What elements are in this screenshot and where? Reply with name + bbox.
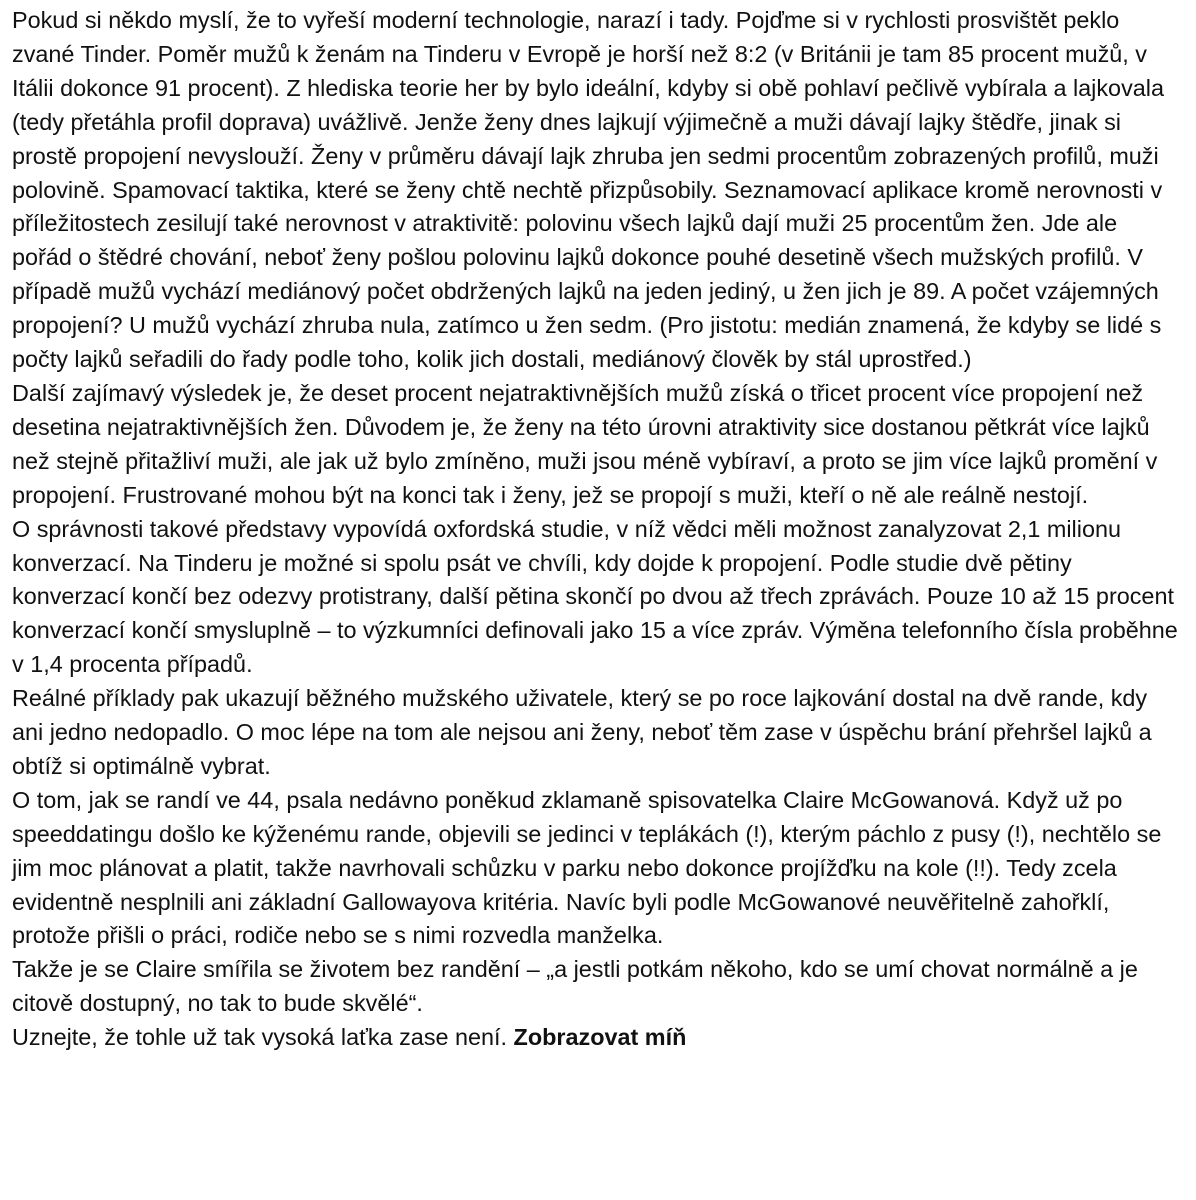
post-last-paragraph	[12, 1021, 1182, 1055]
post-paragraph: O tom, jak se randí ve 44, psala nedávno poněkud zklamaně spisovatelka Claire McGowanová. Když už po speeddatingu došlo ke kýženému rande, objevili se jedinci v teplákách (!), kterým páchlo z pusy (!), nechtělo se jim moc plánovat a platit, takže navrhovali schůzku v parku nebo dokonce projížďku na kole (!!). Tedy zcela evidentně nesplnili ani základní Gallowayova kritéria. Navíc byli podle McGowanové neuvěřitelně zahořklí, protože přišli o práci, rodiče nebo se s nimi rozvedla manželka.	[12, 786, 1162, 949]
post-paragraph: Pokud si někdo myslí, že to vyřeší moderní technologie, narazí i tady. Pojďme si v rychlosti prosvištět peklo zvané Tinder. Poměr mužů k ženám na Tinderu v Evropě je horší než 8:2 (v Británii je tam 85 procent mužů, v Itálii dokonce 91 procent). Z hlediska teorie her by bylo ideální, kdyby si obě pohlaví pečlivě vybírala a lajkovala (tedy přetáhla profil doprava) uvážlivě. Jenže ženy dnes lajkují výjimečně a muži dávají lajky štědře, jinak si prostě propojení nevyslouží. Ženy v průměru dávají lajk zhruba jen sedmi procentům zobrazených profilů, muži polovině. Spamovací taktika, které se ženy chtě nechtě přizpůsobily. Seznamovací aplikace kromě nerovnosti v příležitostech zesilují také nerovnost v atraktivitě: polovinu všech lajků dají muži 25 procentům žen. Jde ale pořád o štědré chování, neboť ženy pošlou polovinu lajků dokonce pouhé desetině všech mužských profilů. V případě mužů vychází mediánový počet obdržených lajků na jeden jediný, u žen jich je 89. A počet vzájemných propojení? U mužů vychází zhruba nula, zatímco u žen sedm. (Pro jistotu: medián znamená, že kdyby se lidé s počty lajků seřadili do řady podle toho, kolik jich dostali, mediánový člověk by stál uprostřed.)	[12, 7, 1164, 373]
post-paragraph: Reálné příklady pak ukazují běžného mužského uživatele, který se po roce lajkování dostal na dvě rande, kdy ani jedno nedopadlo. O moc lépe na tom ale nejsou ani ženy, neboť těm zase v úspěchu brání přehršel lajků a obtíž si optimálně vybrat.	[12, 685, 1152, 779]
post-paragraph: Takže je se Claire smířila se životem bez randění – „a jestli potkám někoho, kdo se umí chovat normálně a je citově dostupný, no tak to bude skvělé“.	[12, 956, 1138, 1017]
post-paragraph: O správnosti takové představy vypovídá oxfordská studie, v níž vědci měli možnost zanalyzovat 2,1 milionu konverzací. Na Tinderu je možné si spolu psát ve chvíli, kdy dojde k propojení. Podle studie dvě pětiny konverzací končí bez odezvy protistrany, další pětina skončí po dvou až třech zprávách. Pouze 10 až 15 procent konverzací končí smysluplně – to výzkumníci definovali jako 15 a více zpráv. Výměna telefonního čísla proběhne v 1,4 procenta případů.	[12, 515, 1178, 678]
post-paragraph: Další zajímavý výsledek je, že deset procent nejatraktivnějších mužů získá o třicet procent více propojení než desetina nejatraktivnějších žen. Důvodem je, že ženy na této úrovni atraktivity sice dostanou pětkrát více lajků než stejně přitažliví muži, ale jak už bylo zmíněno, muži jsou méně vybíraví, a proto se jim více lajků promění v propojení. Frustrované mohou být na konci tak i ženy, jež se propojí s muži, kteří o ně ale reálně nestojí.	[12, 379, 1158, 508]
see-less-link[interactable]: Zobrazovat míň	[513, 1024, 687, 1051]
post-last-line: Uznejte, že tohle už tak vysoká laťka zase není.	[12, 1024, 508, 1051]
